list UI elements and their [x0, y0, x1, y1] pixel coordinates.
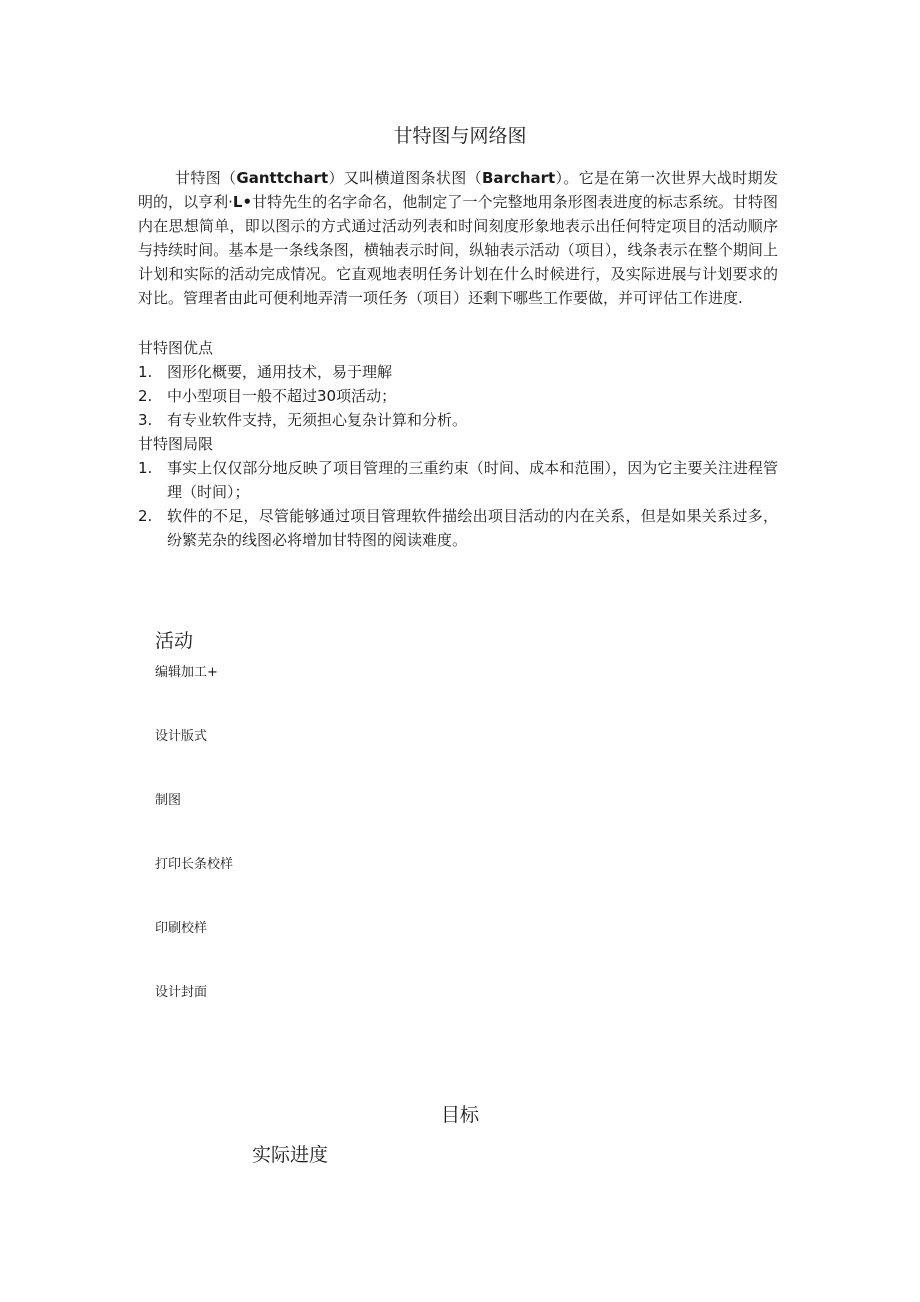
list-number: 3.	[138, 411, 153, 429]
activity-label: 印刷校样	[155, 921, 208, 936]
intro-text-4: 甘特先生的名字命名，他制定了一个完整地用条形图表进度的标志系统。甘特图内在思想简单，即以图示的方式通过活动列表和时间刻度形象地表示出任何特定项目的活动顺序与持续时间。基本是一条线条图，横轴表示时间，纵轴表示活动（项目），线条表示在整个期间上计划和实际的活动完成情况。它直观地表明任务计划在什么时候进行，及实际进展与计划要求的对比。管理者由此可便利地弄清一项任务（项目）还剩下哪些工作要做，并可评估工作进度.	[138, 193, 778, 307]
document-title: 甘特图与网络图	[393, 125, 527, 147]
activity-label: 设计版式	[155, 729, 208, 744]
limitations-list	[138, 456, 778, 552]
advantage-item	[138, 408, 778, 432]
list-number: 1.	[138, 363, 153, 381]
activity-axis-label: 活动	[155, 630, 194, 652]
target-label: 目标	[441, 1104, 480, 1126]
intro-term-barchart: Barchart	[481, 169, 556, 187]
activity-label: 编辑加工+	[155, 665, 218, 680]
advantages-list	[138, 360, 778, 432]
intro-initial: L•	[232, 193, 253, 211]
limitation-item	[138, 456, 778, 504]
intro-text-1: 甘特图（	[175, 169, 237, 187]
activity-list	[155, 663, 233, 1047]
list-number: 1.	[138, 459, 153, 477]
list-item-text: 事实上仅仅部分地反映了项目管理的三重约束（时间、成本和范围），因为它主要关注进程管理（时间）；	[167, 459, 778, 501]
advantage-item	[138, 360, 778, 384]
list-number: 2.	[138, 387, 153, 405]
list-item-text: 有专业软件支持，无须担心复杂计算和分析。	[167, 411, 468, 429]
advantage-item	[138, 384, 778, 408]
list-item-text: 图形化概要，通用技术，易于理解	[167, 363, 393, 381]
activity-label: 设计封面	[155, 985, 208, 1000]
activity-label: 制图	[155, 793, 182, 808]
activity-label: 打印长条校样	[155, 857, 234, 872]
limitations-heading: 甘特图局限	[138, 435, 214, 453]
intro-paragraph	[138, 166, 778, 310]
list-item-text: 中小型项目一般不超过30项活动；	[167, 387, 397, 405]
list-item-text: 软件的不足，尽管能够通过项目管理软件描绘出项目活动的内在关系，但是如果关系过多，纷繁芜杂的线图必将增加甘特图的阅读难度。	[167, 507, 778, 549]
intro-text-2: ）又叫横道图条状图（	[328, 169, 482, 187]
list-number: 2.	[138, 507, 153, 525]
advantages-heading: 甘特图优点	[138, 339, 214, 357]
intro-text-3: ）。它是在第一次世界大战时期发明的，以亨利·	[138, 169, 778, 211]
intro-term-ganttchart: Ganttchart	[236, 169, 329, 187]
limitation-item	[138, 504, 778, 552]
actual-progress-label: 实际进度	[252, 1144, 329, 1166]
